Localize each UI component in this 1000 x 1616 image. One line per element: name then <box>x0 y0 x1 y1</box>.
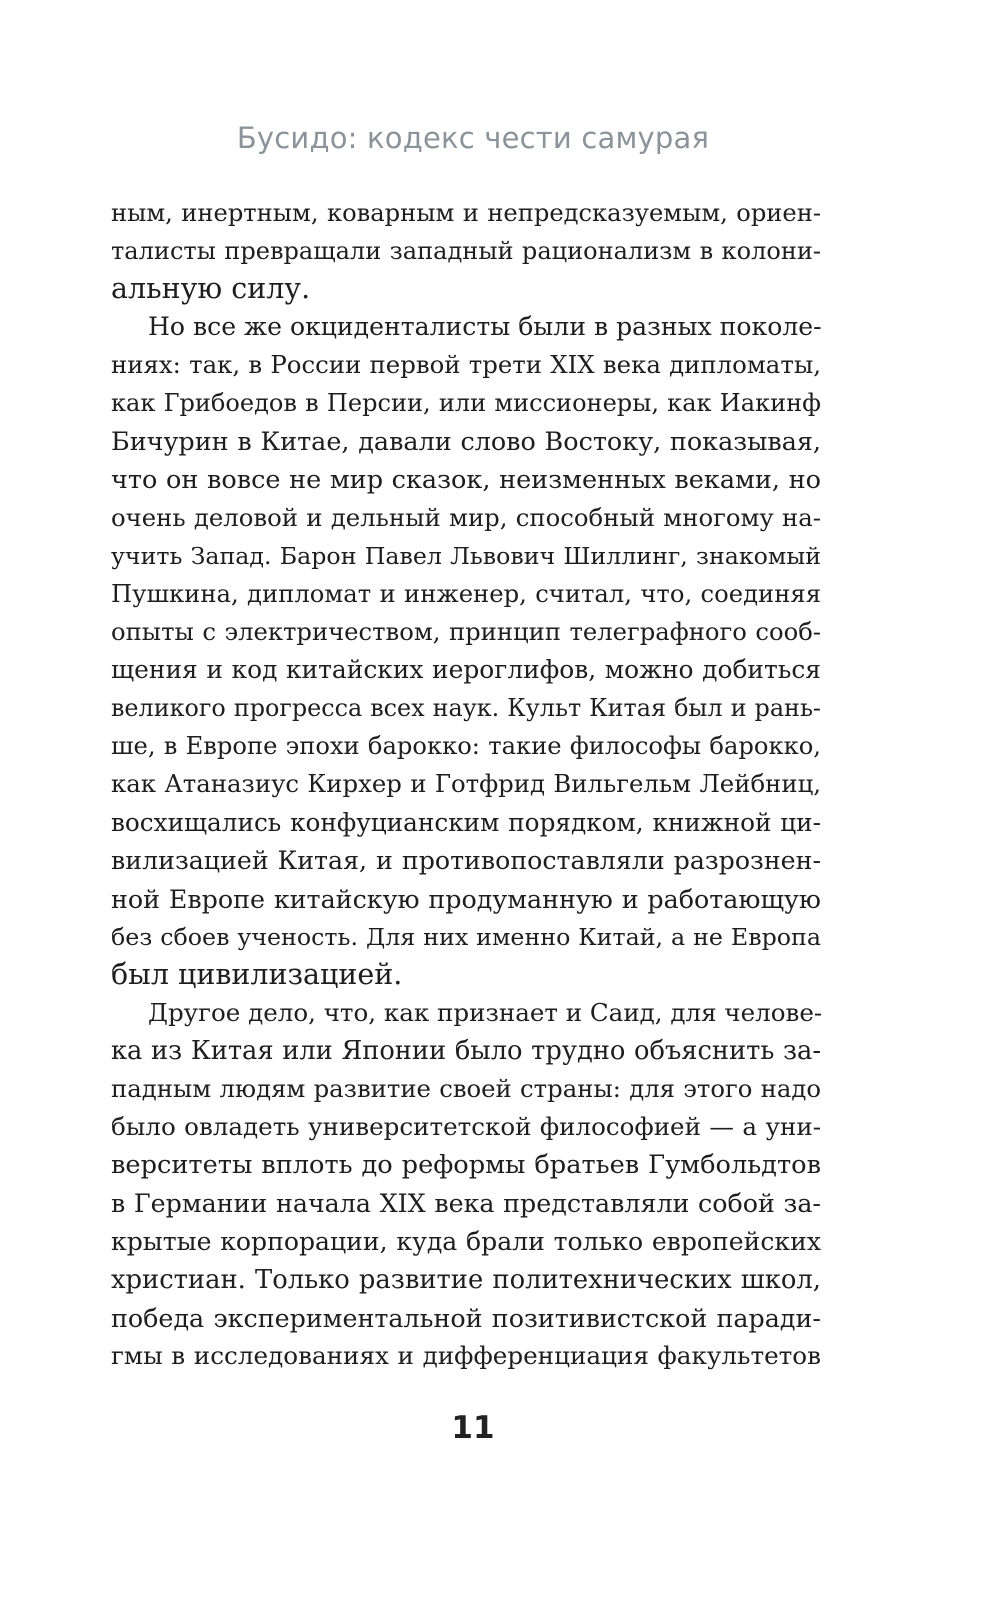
text-line: верситеты вплоть до реформы братьев Гумбольдтов <box>111 1150 821 1181</box>
paragraph-1 <box>111 194 821 308</box>
text-line: очень деловой и дельный мир, способный многому на- <box>111 502 821 532</box>
text-line: ниях: так, в России первой трети XIX века дипломаты, <box>111 350 821 380</box>
text-line: учить Запад. Барон Павел Львович Шиллинг, знакомый <box>111 541 821 570</box>
text-line: в Германии начала XIX века представляли собой за- <box>111 1188 821 1219</box>
text-line: победа экспериментальной позитивистской паради- <box>111 1302 821 1333</box>
text-line: альную силу. <box>111 272 311 306</box>
text-line: Другое дело, что, как признает и Саид, для челове- <box>148 997 823 1027</box>
text-line: как Грибоедов в Персии, или миссионеры, как Иакинф <box>111 389 821 418</box>
text-line: без сбоев ученость. Для них именно Китай, а не Европа <box>111 922 821 951</box>
text-line: ше, в Европе эпохи барокко: такие философы барокко, <box>111 732 821 761</box>
text-line: падным людям развитие своей страны: для этого надо <box>111 1074 821 1104</box>
text-line: Бичурин в Китае, давали слово Востоку, показывая, <box>111 426 821 457</box>
text-line: великого прогресса всех наук. Культ Китая был и рань- <box>111 694 821 723</box>
page-number: 11 <box>451 1410 495 1446</box>
text-line: гмы в исследованиях и дифференциация факультетов <box>111 1340 821 1370</box>
text-line: восхищались конфуцианским порядком, книжной ци- <box>111 807 821 837</box>
text-line: крытые корпорации, куда брали только европейских <box>111 1226 821 1256</box>
running-head: Бусидо: кодекс чести самурая <box>236 121 710 155</box>
text-line: опыты с электричеством, принцип телеграфного сооб- <box>111 617 821 647</box>
text-line: был цивилизацией. <box>111 957 403 991</box>
text-line: христиан. Только развитие политехнических школ, <box>111 1264 821 1295</box>
text-line: талисты превращали западный рационализм в колони- <box>111 237 821 266</box>
text-line: было овладеть университетской философией — а уни- <box>111 1112 821 1142</box>
text-line: Но все же окциденталисты были в разных поколе- <box>148 312 822 342</box>
text-line: как Атаназиус Кирхер и Готфрид Вильгельм Лейбниц, <box>111 769 821 799</box>
text-line: ным, инертным, коварным и непредсказуемым, ориен- <box>111 199 821 227</box>
text-line: щения и код китайских иероглифов, можно добиться <box>111 655 821 685</box>
text-line: что он вовсе не мир сказок, неизменных веками, но <box>111 464 821 495</box>
text-line: ка из Китая или Японии было трудно объяснить за- <box>111 1036 821 1067</box>
text-line: ной Европе китайскую продуманную и работающую <box>111 883 821 914</box>
paragraph-3 <box>111 994 821 1375</box>
body-text <box>111 194 821 1375</box>
text-line: Пушкина, дипломат и инженер, считал, что, соединяя <box>111 578 821 608</box>
text-line: вилизацией Китая, и противопоставляли разрознен- <box>111 845 821 875</box>
paragraph-2 <box>111 308 821 994</box>
